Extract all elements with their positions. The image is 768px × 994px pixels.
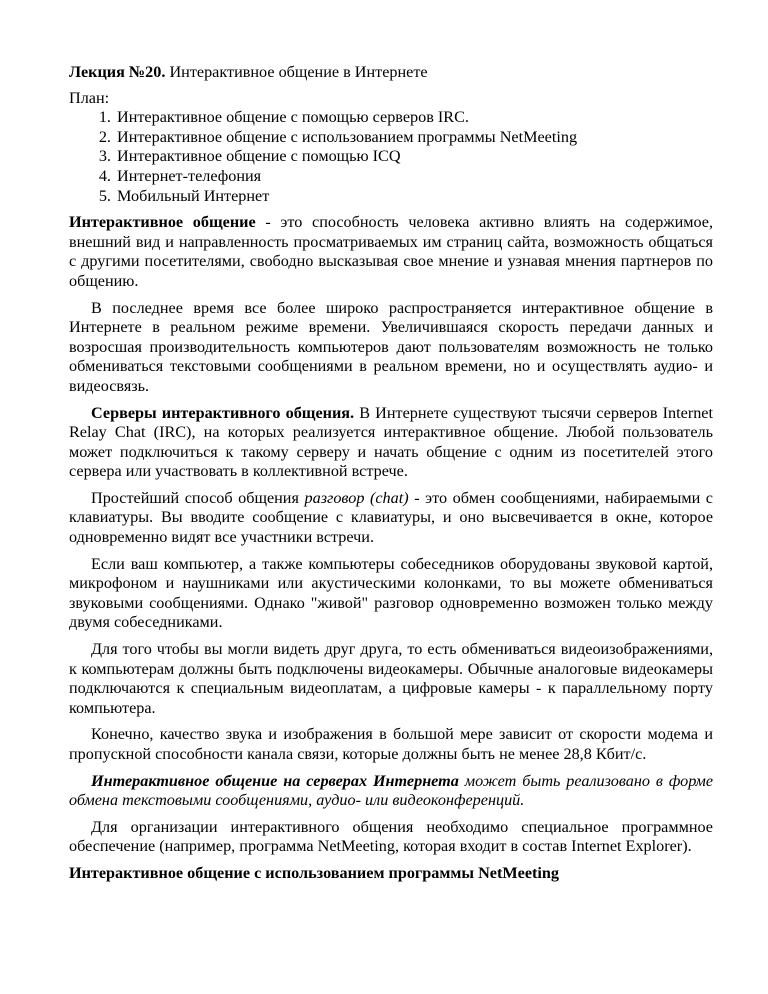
plan-item: 4. Интернет-телефония (115, 167, 713, 187)
paragraph-definition (69, 213, 713, 291)
chat-post: - это обмен сообщениями, набираемыми с клавиатуры. Вы вводите сообщение с клавиатуры, и оно высвечивается в окне, которое одновременно видят все участники встречи. (69, 488, 713, 547)
plan-list (69, 108, 713, 206)
paragraph-quality: Конечно, качество звука и изображения в большой мере зависит от скорости модема и пропускной способности канала связи, которые должны быть не менее 28,8 Кбит/с. (69, 725, 713, 763)
paragraph-forms (69, 772, 713, 811)
paragraph-irc (69, 404, 713, 482)
section-heading: Интерактивное общение с использованием программы NetMeeting (69, 863, 560, 882)
paragraph-audio: Если ваш компьютер, а также компьютеры собеседников оборудованы звуковой картой, микрофоном и наушниками или акустическими колонками, то вы можете обмениваться звуковыми сообщениями. Однако "живой" разговор одновременно возможен только между двумя собеседниками. (69, 554, 713, 632)
forms-text: может быть реализовано в форме обмена текстовыми сообщениями, аудио- или видеоконференций. (69, 771, 713, 810)
definition-text: - это способность человека активно влиять на содержимое, внешний вид и направленность просматриваемых им страниц сайта, возможность общаться с другими посетителями, свободно высказывая свое мнение и узнавая мнения партнеров по общению. (69, 213, 713, 290)
lecture-title (69, 63, 713, 83)
plan-item: 1. Интерактивное общение с помощью серверов IRC. (115, 108, 713, 128)
definition-term: Интерактивное общение (69, 213, 256, 232)
plan-item: 2. Интерактивное общение с использованием программы NetMeeting (115, 128, 713, 148)
irc-term: Серверы интерактивного общения. (91, 403, 355, 422)
plan-item: 5. Мобильный Интернет (115, 187, 713, 207)
plan-label: План: (69, 88, 110, 107)
forms-term: Интерактивное общение на серверах Интернета (91, 771, 459, 790)
lecture-number: Лекция №20. (69, 63, 166, 81)
chat-term: разговор (chat) (304, 488, 409, 507)
lecture-topic: Интерактивное общение в Интернете (165, 63, 428, 81)
plan-item: 3. Интерактивное общение с помощью ICQ (115, 147, 713, 167)
paragraph-video: Для того чтобы вы могли видеть друг друга, то есть обмениваться видеоизображениями, к компьютерам должны быть подключены видеокамеры. Обычные аналоговые видеокамеры подключаются к специальным видеоплатам, а цифровые камеры - к параллельному порту компьютера. (69, 640, 713, 717)
paragraph-chat (69, 489, 713, 548)
paragraph-software: Для организации интерактивного общения необходимо специальное программное обеспечение (например, программа NetMeeting, которая входит в состав Internet Explorer). (69, 817, 713, 856)
chat-pre: Простейший способ общения (91, 488, 305, 507)
paragraph-realtime: В последнее время все более широко распространяется интерактивное общение в Интернете в реальном режиме времени. Увеличившаяся скорость передачи данных и возросшая производительность компьютеров дают пользователям возможность не только обмениваться текстовыми сообщениями в реальном времени, но и осуществлять аудио- и видеосвязь. (69, 298, 713, 395)
irc-text: В Интернете существуют тысячи серверов Internet Relay Chat (IRC), на которых реализуется интерактивное общение. Любой пользователь может подключиться к такому серверу и начать общение с одним из посетителей этого сервера или участвовать в коллективной встрече. (69, 403, 713, 481)
document-page (69, 63, 713, 884)
